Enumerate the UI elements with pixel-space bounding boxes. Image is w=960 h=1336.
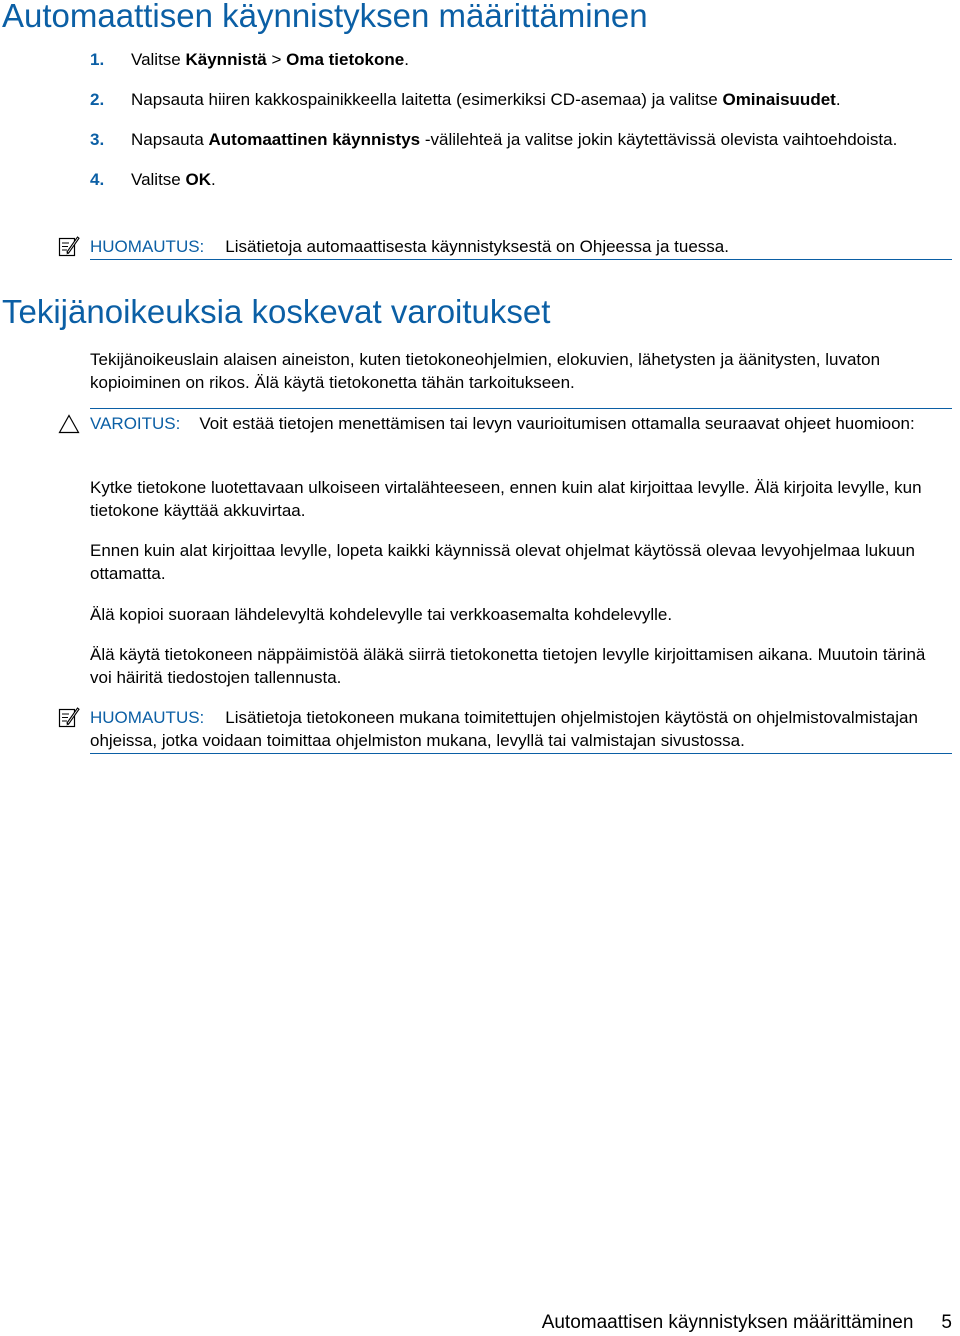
step-text: . — [211, 170, 216, 189]
list-item — [90, 128, 910, 151]
section-title: Tekijänoikeuksia koskevat varoitukset — [2, 293, 551, 330]
step-text: > — [266, 50, 287, 69]
list-item — [90, 48, 910, 71]
step-text: . — [835, 90, 841, 109]
step-text: -välilehteä ja valitse jokin käytettävissä olevista vaihtoehdoista. — [420, 130, 898, 149]
step-text: Napsauta — [131, 130, 209, 149]
page-title: Automaattisen käynnistyksen määrittäminen — [2, 0, 648, 34]
step-number: 3. — [90, 130, 105, 149]
caution-rule — [90, 408, 952, 409]
note-label: HUOMAUTUS: — [90, 237, 205, 256]
note-text: Lisätietoja automaattisesta käynnistyksestä on Ohjeessa ja tuessa. — [225, 237, 729, 256]
caution-paragraph: Kytke tietokone luotettavaan ulkoiseen virtalähteeseen, ennen kuin alat kirjoittaa levylle. Älä kirjoita levylle, kun tietokone käyttää akkuvirtaa. — [90, 478, 922, 520]
step-number: 2. — [90, 90, 105, 109]
note-box — [90, 706, 952, 754]
step-text: . — [404, 50, 409, 69]
step-bold: Automaattinen käynnistys — [208, 130, 421, 149]
note-pencil-icon — [58, 706, 80, 728]
step-text: Valitse — [131, 50, 186, 69]
caution-paragraph: Älä käytä tietokoneen näppäimistöä äläkä siirrä tietokonetta tietojen levylle kirjoittamisen aikana. Muutoin tärinä voi häiritä tiedostojen tallennusta. — [90, 645, 926, 687]
note-pencil-icon — [58, 235, 80, 257]
note-text: Lisätietoja tietokoneen mukana toimitettujen ohjelmistojen käytöstä on ohjelmistovalmistajan ohjeissa, jotka voidaan toimittaa ohjelmiston mukana, levyllä tai valmistajan sivustossa. — [90, 708, 918, 750]
step-bold: Käynnistä — [185, 50, 267, 69]
note-label: HUOMAUTUS: — [90, 708, 205, 727]
step-bold: Ominaisuudet — [722, 90, 836, 109]
caution-paragraph: Ennen kuin alat kirjoittaa levylle, lopeta kaikki käynnissä olevat ohjelmat käytössä olevaa levyohjelmaa lukuun ottamatta. — [90, 541, 915, 583]
caution-triangle-icon — [58, 414, 80, 434]
note-box — [90, 235, 952, 260]
page-footer — [542, 1311, 952, 1335]
step-bold: OK — [185, 170, 211, 189]
steps-list — [90, 48, 910, 208]
step-text: Napsauta hiiren kakkospainikkeella laitetta (esimerkiksi CD-asemaa) ja valitse — [131, 90, 723, 109]
caution-box — [90, 412, 952, 435]
list-item — [90, 88, 910, 111]
step-number: 4. — [90, 170, 105, 189]
caution-paragraph: Älä kopioi suoraan lähdelevyltä kohdelevylle tai verkkoasemalta kohdelevylle. — [90, 605, 673, 624]
intro-paragraph: Tekijänoikeuslain alaisen aineiston, kuten tietokoneohjelmien, elokuvien, lähetysten ja äänitysten, luvaton kopioiminen on rikos. Älä käytä tietokonetta tähän tarkoitukseen. — [90, 350, 881, 392]
list-item — [90, 168, 910, 191]
footer-title: Automaattisen käynnistyksen määrittäminen — [541, 1312, 914, 1333]
step-bold: Oma tietokone — [286, 50, 405, 69]
caution-label: VAROITUS: — [90, 414, 181, 433]
caution-text: Voit estää tietojen menettämisen tai levyn vaurioitumisen ottamalla seuraavat ohjeet huomioon: — [199, 414, 915, 433]
step-text: Valitse — [131, 170, 186, 189]
step-number: 1. — [90, 50, 105, 69]
page-number: 5 — [941, 1312, 952, 1333]
